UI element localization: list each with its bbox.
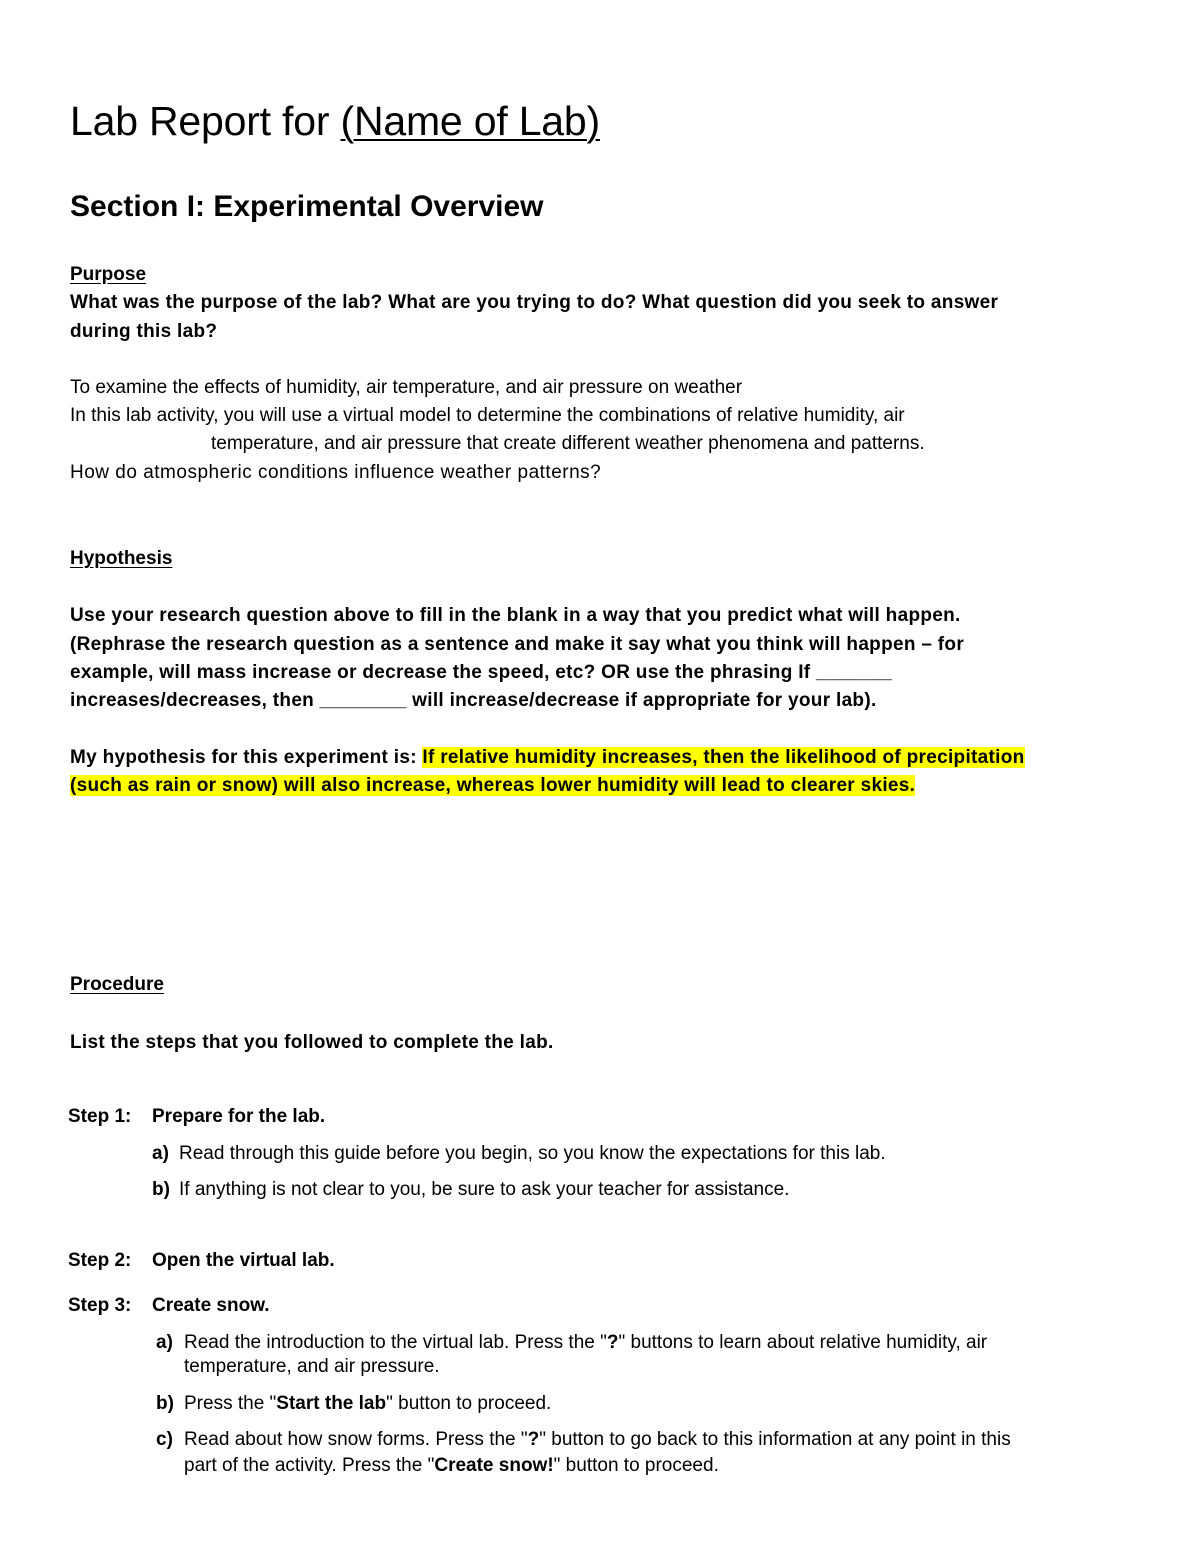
- purpose-answer-line-1: To examine the effects of humidity, air temperature, and air pressure on weather: [70, 377, 743, 398]
- step-3a-text-part-1: Read the introduction to the virtual lab. Press the ": [184, 1332, 607, 1353]
- step-3b-text-part-1: Press the ": [184, 1393, 277, 1414]
- hypothesis-highlight-2: (such as rain or snow) will also increase, whereas lower humidity will lead to clearer skies.: [70, 775, 916, 796]
- section-heading: Section I: Experimental Overview: [70, 190, 544, 223]
- step-2-number: Step 2:: [68, 1250, 132, 1271]
- step-3c-letter: c): [156, 1429, 173, 1450]
- step-3c-text-part-2: " button to go back to this information at any point in this: [539, 1429, 1011, 1450]
- step-3-title: Create snow.: [152, 1295, 270, 1316]
- purpose-answer-line-2: In this lab activity, you will use a virtual model to determine the combinations of relative humidity, air: [70, 405, 905, 426]
- step-1-number: Step 1:: [68, 1106, 132, 1127]
- step-3c-text-line-1: [184, 1429, 1011, 1451]
- step-1-title: Prepare for the lab.: [152, 1106, 326, 1127]
- hypothesis-statement-line-1: [70, 747, 1025, 769]
- purpose-answer-line-3: temperature, and air pressure that create different weather phenomena and patterns.: [211, 433, 925, 454]
- hypothesis-instruction-line-2: (Rephrase the research question as a sentence and make it say what you think will happen – for: [70, 634, 965, 655]
- procedure-intro: List the steps that you followed to complete the lab.: [70, 1032, 554, 1053]
- step-1a-text: Read through this guide before you begin, so you know the expectations for this lab.: [179, 1143, 886, 1164]
- step-1b-text: If anything is not clear to you, be sure to ask your teacher for assistance.: [179, 1179, 790, 1200]
- step-3a-text-line-1: [184, 1332, 987, 1354]
- step-3b-text-part-2: " button to proceed.: [386, 1393, 552, 1414]
- hypothesis-instruction-line-3: example, will mass increase or decrease the speed, etc? OR use the phrasing If _______: [70, 662, 893, 683]
- procedure-label: Procedure: [70, 974, 164, 995]
- purpose-question-line-1: What was the purpose of the lab? What are you trying to do? What question did you seek to answer: [70, 292, 999, 313]
- step-3b-letter: b): [156, 1393, 174, 1414]
- step-3c-text-part-3: part of the activity. Press the ": [184, 1455, 435, 1476]
- step-3a-question-mark: ?: [606, 1332, 619, 1353]
- step-2-title: Open the virtual lab.: [152, 1250, 335, 1271]
- purpose-answer-line-4: How do atmospheric conditions influence weather patterns?: [70, 462, 602, 483]
- title-prefix: Lab Report for: [70, 98, 341, 144]
- page-title: [70, 98, 600, 145]
- step-3c-text-line-2: [184, 1455, 719, 1477]
- step-3c-question-mark: ?: [527, 1429, 540, 1450]
- purpose-question-line-2: during this lab?: [70, 321, 218, 342]
- hypothesis-instruction-line-4: increases/decreases, then ________ will increase/decrease if appropriate for your lab).: [70, 690, 877, 711]
- hypothesis-statement-line-2: [70, 775, 915, 797]
- step-1a-letter: a): [152, 1143, 169, 1164]
- step-3c-create-snow: Create snow!: [434, 1455, 554, 1476]
- step-3-number: Step 3:: [68, 1295, 132, 1316]
- hypothesis-lead: My hypothesis for this experiment is:: [70, 747, 423, 768]
- step-3a-letter: a): [156, 1332, 173, 1353]
- hypothesis-highlight-1: If relative humidity increases, then the likelihood of precipitation: [422, 747, 1025, 768]
- step-3c-text-part-4: " button to proceed.: [553, 1455, 719, 1476]
- step-3c-text-part-1: Read about how snow forms. Press the ": [184, 1429, 528, 1450]
- title-lab-name: (Name of Lab): [340, 98, 600, 144]
- step-3a-text-line-2: temperature, and air pressure.: [184, 1356, 440, 1377]
- step-3a-text-part-2: " buttons to learn about relative humidity, air: [618, 1332, 988, 1353]
- step-1b-letter: b): [152, 1179, 170, 1200]
- step-3b-start-the-lab: Start the lab: [276, 1393, 387, 1414]
- purpose-label: Purpose: [70, 264, 147, 285]
- step-3b-text: [184, 1393, 551, 1415]
- hypothesis-label: Hypothesis: [70, 548, 173, 569]
- hypothesis-instruction-line-1: Use your research question above to fill in the blank in a way that you predict what will happen.: [70, 605, 961, 626]
